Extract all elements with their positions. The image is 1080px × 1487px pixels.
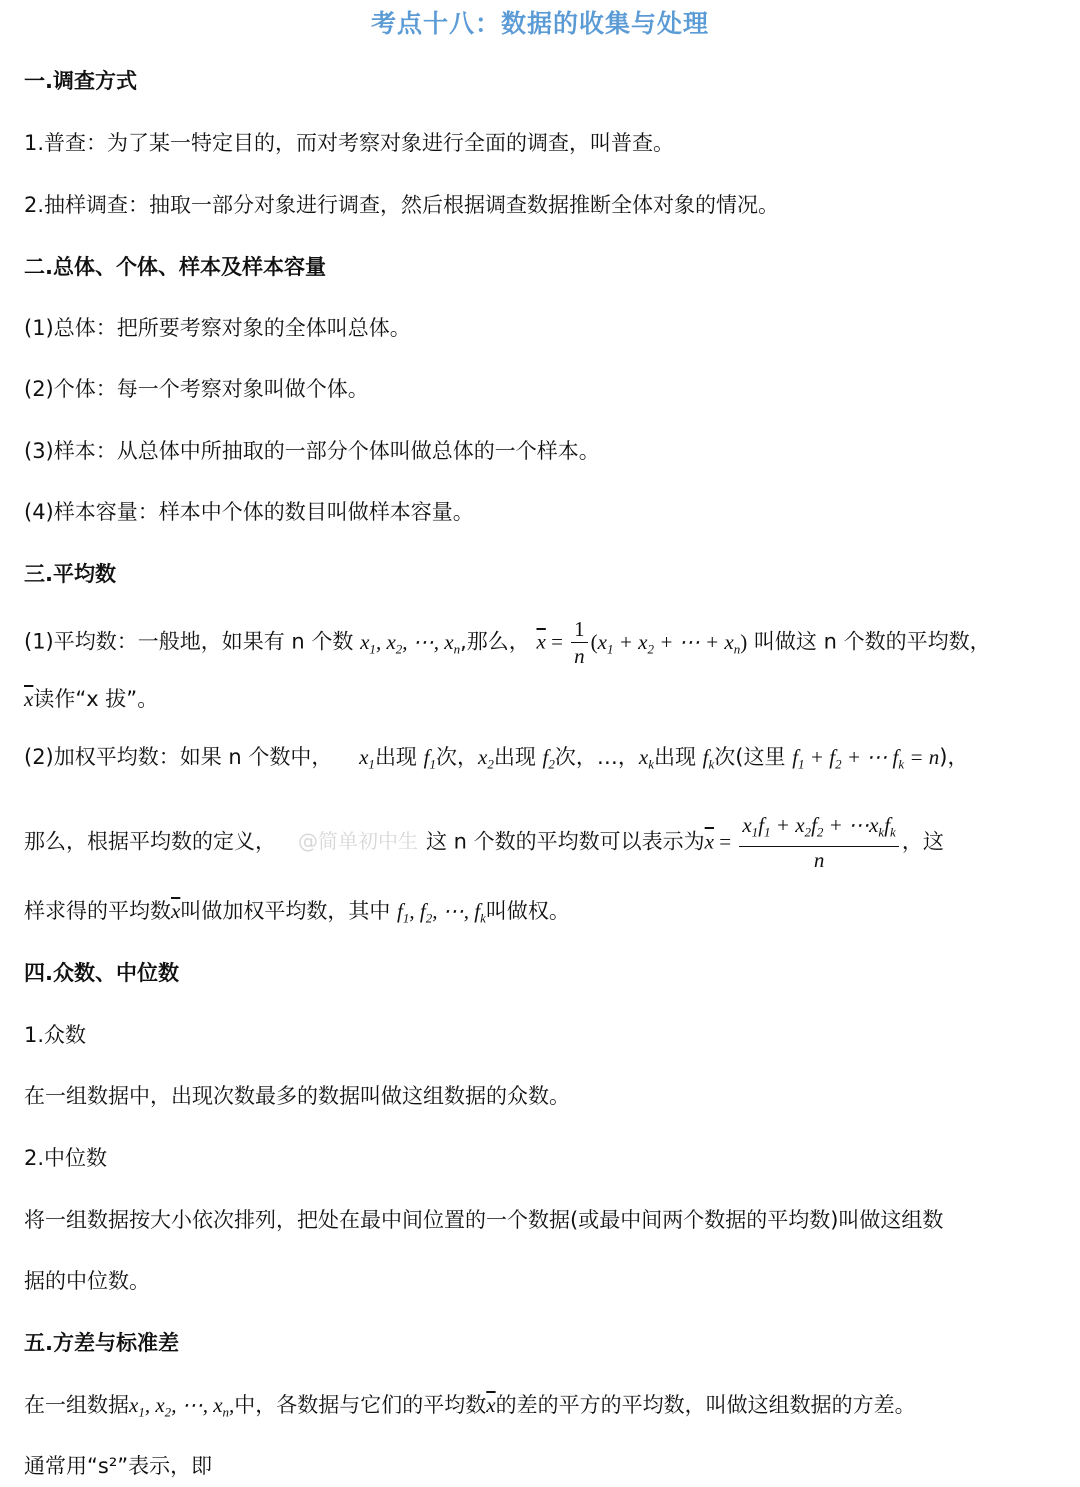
mean-formula-sum: ($x_1 + x_2$ + ⋯ + $x_n$) xyxy=(590,629,748,657)
weighted-text-g: 次(这里 xyxy=(714,745,786,769)
census-definition: 1.普查：为了某一特定目的，而对考察对象进行全面的调查，叫普查。 xyxy=(24,131,675,155)
mean-formula-fraction: $\frac{1}{n}$ xyxy=(571,616,588,669)
mean-text-b: ,那么， xyxy=(460,629,530,654)
xk-symbol: $x_k$ xyxy=(638,745,654,772)
f2-symbol: $f_2$ xyxy=(542,745,555,772)
sample-survey-definition: 2.抽样调查：抽取一部分对象进行调查，然后根据调查数据推断全体对象的情况。 xyxy=(24,193,780,217)
watermark-text: @简单初中生 xyxy=(298,829,418,854)
median-definition-2: 据的中位数。 xyxy=(24,1269,150,1293)
xbar-symbol: $\overline{x}$ xyxy=(24,687,34,711)
variance-xbar: $\overline{x}$ xyxy=(486,1393,496,1417)
weighted-mean-line-1 xyxy=(24,742,969,780)
fk-symbol: $f_k$ xyxy=(702,745,715,772)
weights-sum-formula: $f_1 + f_2$ + ⋯ $f_k = n$ xyxy=(792,745,940,772)
weighted-text-h: )， xyxy=(939,745,969,769)
weighted-text-e: 次，…， xyxy=(554,745,639,769)
weighted-text-d: 出现 xyxy=(493,745,536,769)
section-heading-mode-median: 四.众数、中位数 xyxy=(24,961,179,985)
section-heading-mean: 三.平均数 xyxy=(24,562,116,586)
mean-definition-line xyxy=(24,616,991,669)
mode-definition: 在一组数据中，出现次数最多的数据叫做这组数据的众数。 xyxy=(24,1084,570,1108)
weighted-text-a: (2)加权平均数：如果 n 个数中， xyxy=(24,745,333,769)
mean-reading-line xyxy=(24,684,158,714)
data-list-formula: $x_1$, $x_2$, ⋯, $x_n$ xyxy=(360,629,461,657)
mean-formula-equals: = xyxy=(545,629,569,654)
weighted-text-m: 叫做加权平均数，其中 xyxy=(180,899,391,923)
sample-size-definition: (4)样本容量：样本中个体的数目叫做样本容量。 xyxy=(24,500,474,524)
mean-text-d: 读作“x 拔”。 xyxy=(33,687,159,711)
weighted-text-c: 次， xyxy=(435,745,478,769)
variance-text-c: 的差的平方的平均数，叫做这组数据的方差。 xyxy=(495,1393,916,1417)
weighted-equals: = xyxy=(714,829,737,854)
population-definition: (1)总体：把所要考察对象的全体叫总体。 xyxy=(24,316,411,340)
median-definition-1: 将一组数据按大小依次排列，把处在最中间位置的一个数据(或最中间两个数据的平均数)叫做这组数 xyxy=(24,1208,944,1232)
page-title: 考点十八：数据的收集与处理 xyxy=(370,9,709,38)
weighted-text-j: 这 n 个数的平均数可以表示为 xyxy=(426,829,705,854)
weighted-mean-line-2 xyxy=(24,812,944,873)
weighted-mean-fraction: $\frac{x_1f_1 + x_2f_2 + \cdots x_kf_k}{n}$ xyxy=(739,812,898,873)
section-heading-variance: 五.方差与标准差 xyxy=(24,1331,179,1355)
f1-symbol: $f_1$ xyxy=(423,745,436,772)
weighted-text-i: 那么，根据平均数的定义， xyxy=(24,829,276,854)
mean-text-c: 叫做这 n 个数的平均数， xyxy=(753,629,991,654)
section-heading-survey: 一.调查方式 xyxy=(24,69,137,93)
mean-text-a: (1)平均数：一般地，如果有 n 个数 xyxy=(24,629,354,654)
x1-symbol: $x_1$ xyxy=(359,745,375,772)
sample-definition: (3)样本：从总体中所抽取的一部分个体叫做总体的一个样本。 xyxy=(24,439,600,463)
mode-heading: 1.众数 xyxy=(24,1023,87,1047)
variance-notation: 通常用“s²”表示，即 xyxy=(24,1454,213,1478)
weighted-text-f: 出现 xyxy=(653,745,696,769)
median-heading: 2.中位数 xyxy=(24,1146,108,1170)
variance-data-list: $x_1$, $x_2$, ⋯, $x_n$, xyxy=(129,1393,235,1420)
x2-symbol: $x_2$ xyxy=(477,745,494,772)
individual-definition: (2)个体：每一个考察对象叫做个体。 xyxy=(24,377,369,401)
section-heading-population: 二.总体、个体、样本及样本容量 xyxy=(24,255,326,279)
weighted-text-l: 样求得的平均数 xyxy=(24,899,171,923)
weights-list-formula: $f_1$, $f_2$, ⋯, $f_k$ xyxy=(397,899,486,926)
mean-formula-xbar: $\overline{x}$ xyxy=(536,629,546,654)
weighted-text-n: 叫做权。 xyxy=(485,899,570,923)
variance-text-b: 中，各数据与它们的平均数 xyxy=(234,1393,487,1417)
variance-text-a: 在一组数据 xyxy=(24,1393,129,1417)
weighted-text-b: 出现 xyxy=(374,745,417,769)
weighted-xbar: $\overline{x}$ xyxy=(704,829,714,854)
weighted-text-k: ，这 xyxy=(901,829,944,854)
variance-definition xyxy=(24,1390,916,1428)
weighted-mean-line-3 xyxy=(24,896,570,934)
xbar-weighted-symbol: $\overline{x}$ xyxy=(171,899,181,923)
